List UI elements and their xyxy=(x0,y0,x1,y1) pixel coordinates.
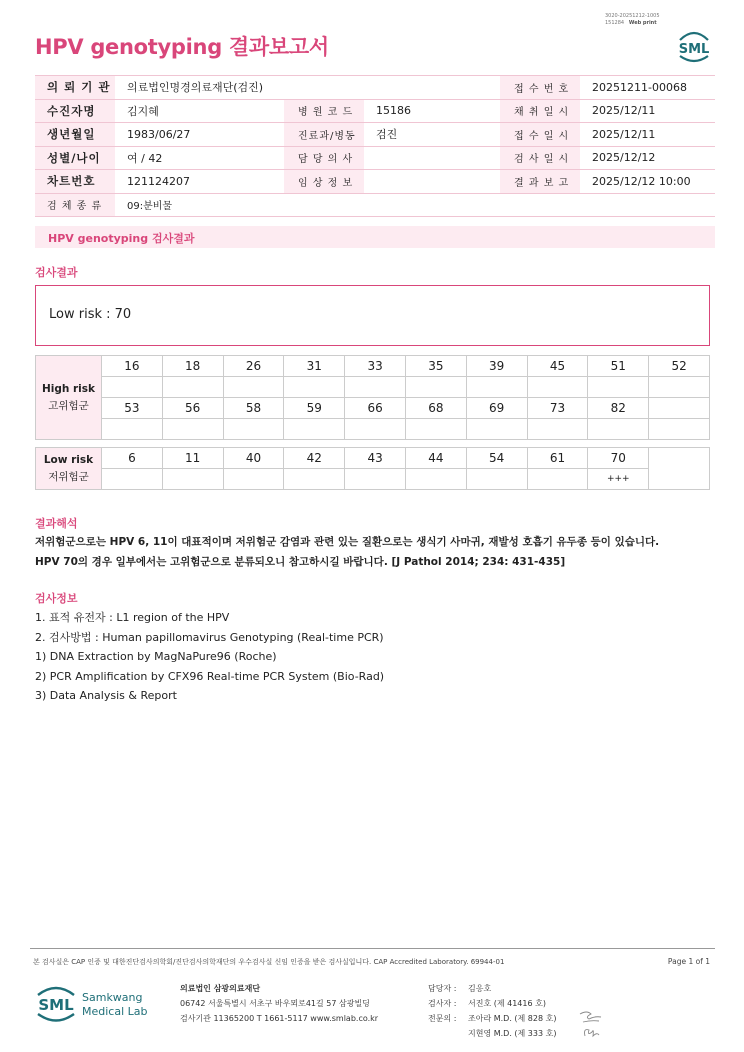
genotype-cell: 45 xyxy=(527,356,588,377)
result-cell xyxy=(405,377,466,398)
footer-divider xyxy=(30,948,715,949)
info-label: 진료과/병동 xyxy=(284,123,364,147)
high-risk-label-kr: 고위험군 xyxy=(48,399,89,412)
info-label: 접 수 일 시 xyxy=(500,123,580,147)
patient-info-table xyxy=(35,75,715,217)
info-label: 수진자명 xyxy=(35,99,115,123)
result-heading: 검사결과 xyxy=(35,266,78,279)
info-label: 접 수 번 호 xyxy=(500,76,580,100)
result-cell xyxy=(162,469,223,490)
high-risk-table xyxy=(35,355,710,440)
genotype-cell: 31 xyxy=(284,356,345,377)
company-address: 06742 서울특별시 서초구 바우뫼로41길 57 삼광빌딩 xyxy=(180,999,370,1008)
company-name: 의료법인 삼광의료재단 xyxy=(180,984,261,993)
genotype-cell: 73 xyxy=(527,398,588,419)
interpretation-text xyxy=(35,533,659,572)
info-value: 검진 xyxy=(364,123,500,147)
high-risk-result-row1 xyxy=(36,377,710,398)
staff-row xyxy=(428,996,556,1011)
company-info xyxy=(180,981,378,1026)
result-cell xyxy=(345,469,406,490)
svg-text:SML: SML xyxy=(678,42,710,57)
result-cell xyxy=(223,469,284,490)
test-info-line: 1) DNA Extraction by MagNaPure96 (Roche) xyxy=(35,650,277,663)
result-cell xyxy=(405,419,466,440)
genotype-cell: 26 xyxy=(223,356,284,377)
low-risk-label-en: Low risk xyxy=(43,453,94,466)
staff-role: 전문의 : xyxy=(428,1014,457,1023)
genotype-cell: 70 xyxy=(588,448,649,469)
result-cell xyxy=(405,469,466,490)
genotype-cell: 40 xyxy=(223,448,284,469)
svg-text:Medical Lab: Medical Lab xyxy=(82,1005,148,1018)
result-cell xyxy=(162,377,223,398)
page-title: HPV genotyping 결과보고서 xyxy=(35,35,329,59)
result-cell xyxy=(102,469,163,490)
info-value: 121124207 xyxy=(115,170,284,194)
info-value: 여 / 42 xyxy=(115,146,284,170)
svg-text:SML: SML xyxy=(38,996,74,1014)
info-value: 2025/12/11 xyxy=(580,99,715,123)
staff-row xyxy=(428,981,556,996)
page-number: Page 1 of 1 xyxy=(667,957,710,966)
info-row xyxy=(35,146,715,170)
info-value: 1983/06/27 xyxy=(115,123,284,147)
section-title: HPV genotyping 검사결과 xyxy=(35,226,715,248)
genotype-cell: 18 xyxy=(162,356,223,377)
result-cell xyxy=(588,377,649,398)
info-row xyxy=(35,193,715,217)
staff-name: 김응호 xyxy=(468,984,492,993)
result-cell xyxy=(649,377,710,398)
staff-name: 서진호 (제 41416 호) xyxy=(468,999,546,1008)
genotype-cell: 44 xyxy=(405,448,466,469)
info-label: 임 상 정 보 xyxy=(284,170,364,194)
accreditation-note: 본 검사실은 CAP 인증 및 대한진단검사의학회/진단검사의학재단의 우수검사실 신임 인증을 받은 검사실입니다. CAP Accredited Laboratory. 69944-01 xyxy=(33,958,505,966)
low-risk-label xyxy=(36,448,102,490)
info-value: 15186 xyxy=(364,99,500,123)
info-value: 김지혜 xyxy=(115,99,284,123)
info-value: 2025/12/12 10:00 xyxy=(580,170,715,194)
staff-name: 지현영 M.D. (제 333 호) xyxy=(468,1029,557,1038)
genotype-cell: 53 xyxy=(102,398,163,419)
info-value xyxy=(364,146,500,170)
low-risk-row xyxy=(36,448,710,469)
info-label: 생년월일 xyxy=(35,123,115,147)
result-cell xyxy=(466,419,527,440)
info-row xyxy=(35,123,715,147)
high-risk-result-row2 xyxy=(36,419,710,440)
info-label: 의 뢰 기 관 xyxy=(35,76,115,100)
genotype-cell: 66 xyxy=(345,398,406,419)
samkwang-logo-icon xyxy=(36,981,156,1027)
company-contact: 검사기관 11365200 T 1661-5117 www.smlab.co.kr xyxy=(180,1014,379,1023)
staff-row xyxy=(428,1026,556,1041)
test-info-line: 2. 검사방법 : Human papillomavirus Genotyping (Real-time PCR) xyxy=(35,630,384,644)
genotype-cell: 39 xyxy=(466,356,527,377)
result-cell xyxy=(527,377,588,398)
result-cell xyxy=(162,419,223,440)
genotype-cell: 61 xyxy=(527,448,588,469)
genotype-cell: 82 xyxy=(588,398,649,419)
empty-cell xyxy=(649,398,710,419)
info-label: 병 원 코 드 xyxy=(284,99,364,123)
genotype-cell: 33 xyxy=(345,356,406,377)
genotype-cell: 6 xyxy=(102,448,163,469)
result-cell xyxy=(284,377,345,398)
genotype-cell: 58 xyxy=(223,398,284,419)
result-cell xyxy=(223,419,284,440)
info-row xyxy=(35,76,715,100)
genotype-cell: 54 xyxy=(466,448,527,469)
info-row xyxy=(35,170,715,194)
info-label: 결 과 보 고 xyxy=(500,170,580,194)
genotype-cell: 56 xyxy=(162,398,223,419)
result-summary: Low risk : 70 xyxy=(35,285,710,346)
result-cell xyxy=(466,377,527,398)
test-info-line: 2) PCR Amplification by CFX96 Real-time PCR System (Bio-Rad) xyxy=(35,669,385,683)
info-value: 2025/12/11 xyxy=(580,123,715,147)
info-label: 검 체 종 류 xyxy=(35,193,115,217)
result-cell xyxy=(223,377,284,398)
info-label: 성별/나이 xyxy=(35,146,115,170)
genotype-cell: 42 xyxy=(284,448,345,469)
interpretation-heading: 결과해석 xyxy=(35,517,78,530)
high-risk-label xyxy=(36,356,102,440)
result-cell xyxy=(588,419,649,440)
genotype-cell: 43 xyxy=(345,448,406,469)
info-label: 담 당 의 사 xyxy=(284,146,364,170)
genotype-cell: 69 xyxy=(466,398,527,419)
svg-text:Samkwang: Samkwang xyxy=(82,991,143,1004)
genotype-cell: 68 xyxy=(405,398,466,419)
signature-icon xyxy=(577,1008,607,1040)
interpretation-line: 저위험군으로는 HPV 6, 11이 대표적이며 저위험군 감염과 관련 있는 질환으로는 생식기 사마귀, 재발성 호흡기 유두종 등이 있습니다. xyxy=(35,536,660,548)
staff-role xyxy=(428,1026,468,1041)
genotype-cell: 11 xyxy=(162,448,223,469)
staff-role: 검사자 : xyxy=(428,999,457,1008)
result-cell xyxy=(466,469,527,490)
result-cell xyxy=(527,419,588,440)
staff-list xyxy=(428,981,556,1041)
sml-logo-icon xyxy=(674,26,714,64)
info-value: 20251211-00068 xyxy=(580,76,715,100)
staff-row xyxy=(428,1011,556,1026)
high-risk-label-en: High risk xyxy=(41,382,96,395)
info-value: 의료법인명경의료재단(검진) xyxy=(115,76,500,100)
low-risk-table xyxy=(35,447,710,490)
result-cell xyxy=(527,469,588,490)
low-risk-result-row xyxy=(36,469,710,490)
genotype-cell: 35 xyxy=(405,356,466,377)
genotype-cell: 51 xyxy=(588,356,649,377)
info-value xyxy=(364,170,500,194)
staff-name: 조아라 M.D. (제 828 호) xyxy=(468,1014,557,1023)
genotype-cell: 59 xyxy=(284,398,345,419)
test-info-heading: 검사정보 xyxy=(35,592,78,605)
result-cell xyxy=(345,419,406,440)
info-label: 차트번호 xyxy=(35,170,115,194)
test-info-line: 3) Data Analysis & Report xyxy=(35,689,177,702)
info-label: 채 취 일 시 xyxy=(500,99,580,123)
result-cell-positive: +++ xyxy=(588,469,649,490)
info-row xyxy=(35,99,715,123)
test-info-line: 1. 표적 유전자 : L1 region of the HPV xyxy=(35,611,230,624)
result-cell xyxy=(284,419,345,440)
info-value: 2025/12/12 xyxy=(580,146,715,170)
document-code: 3020-20251212-1005 151284 Web print xyxy=(605,13,660,26)
info-value: 09:분비물 xyxy=(115,193,715,217)
high-risk-row1 xyxy=(36,356,710,377)
genotype-cell: 16 xyxy=(102,356,163,377)
empty-cell xyxy=(649,448,710,490)
staff-role: 담당자 : xyxy=(428,984,457,993)
result-cell xyxy=(102,377,163,398)
test-info-text xyxy=(35,608,384,706)
low-risk-label-kr: 저위험군 xyxy=(48,470,89,483)
empty-cell xyxy=(649,419,710,440)
interpretation-line: HPV 70의 경우 일부에서는 고위험군으로 분류되오니 참고하시길 바랍니다. [J Pathol 2014; 234: 431-435] xyxy=(35,555,566,568)
info-label: 검 사 일 시 xyxy=(500,146,580,170)
result-cell xyxy=(102,419,163,440)
genotype-cell: 52 xyxy=(649,356,710,377)
result-cell xyxy=(284,469,345,490)
result-cell xyxy=(345,377,406,398)
high-risk-row2 xyxy=(36,398,710,419)
